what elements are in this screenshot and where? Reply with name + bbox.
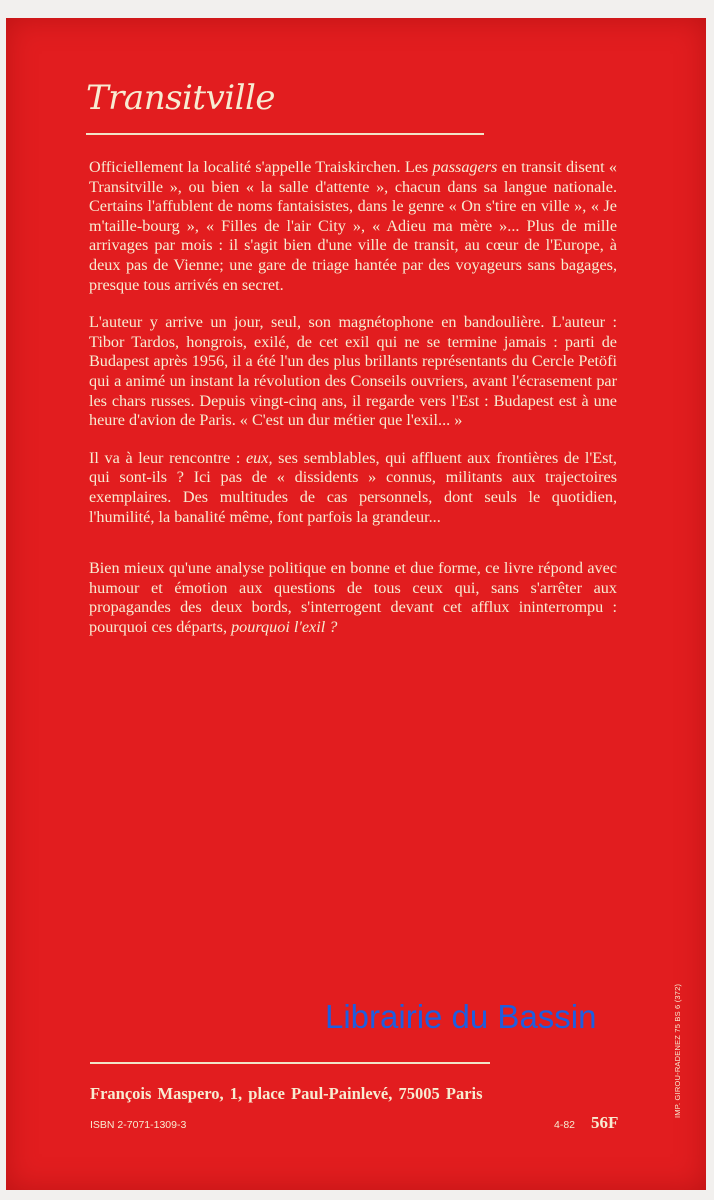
text-segment: en transit disent « Transitville », ou bien « la salle d'attente », chacun dans sa langue nationale. Certains l'affublent de noms fantaisistes, dans le genre « On s'tire en ville », « Je m'taille-bourg », « Filles de l'air City », « Adieu ma mère »... Plus de mille arrivages par mois : il s'agit bien d'une ville de transit, au cœur de l'Europe, à deux pas de Vienne; une gare de triage hantée par des voyageurs sans bagages, presque tous arrivés en secret. [89, 158, 618, 294]
edition-code: 4-82 [554, 1119, 576, 1131]
italic-text-segment: pourquoi l'exil ? [231, 617, 338, 636]
price-label: 56F [591, 1113, 619, 1132]
text-segment: Il va à leur rencontre : [89, 448, 246, 467]
title-divider [86, 133, 484, 135]
bookseller-watermark: Librairie du Bassin [325, 998, 597, 1035]
printer-imprint: IMP. GIROU-RADENEZ 75 BS 6 (372) [673, 983, 682, 1118]
text-segment: Officiellement la localité s'appelle Traiskirchen. Les [89, 158, 433, 176]
publisher-divider [90, 1062, 490, 1064]
publisher-line: François Maspero, 1, place Paul-Painlevé, 75005 Paris [90, 1084, 483, 1103]
isbn-number: ISBN 2-7071-1309-3 [90, 1119, 187, 1131]
blurb-paragraph-3 [89, 449, 617, 527]
italic-text-segment: passagers [432, 158, 498, 176]
blurb-paragraph-1 [89, 158, 617, 295]
text-segment: , ses semblables, qui affluent aux frontières de l'Est, qui sont-ils ? Ici pas de « dissidents » connus, militants aux trajectoires exemplaires. Des multitudes de cas personnels, dont seuls le quotidien, l'humilité, la banalité même, font parfois la grandeur... [89, 448, 617, 526]
blurb-paragraph-4 [89, 559, 617, 637]
book-title: Transitville [86, 78, 276, 118]
blurb-text [89, 158, 617, 655]
text-segment: Bien mieux qu'une analyse politique en bonne et due forme, ce livre répond avec humour et émotion aux questions de tous ceux qui, sans s'arrêter aux propagandes des deux bords, s'interrogent devant cet afflux ininterrompu : pourquoi ces départs, [89, 559, 617, 636]
italic-text-segment: eux [246, 448, 269, 467]
text-segment: L'auteur y arrive un jour, seul, son magnétophone en bandoulière. L'auteur : Tibor Tardos, hongrois, exilé, de cet exil qui ne se termine jamais : parti de Budapest après 1956, il a été l'un des plus brillants représentants du Cercle Petöfi qui a animé un instant la révolution des Conseils ouvriers, avant l'écrasement par les chars russes. Depuis vingt-cinq ans, il regarde vers l'Est : Budapest est à une heure d'avion de Paris. « C'est un dur métier que l'exil... » [89, 313, 617, 430]
blurb-paragraph-2 [89, 313, 617, 431]
